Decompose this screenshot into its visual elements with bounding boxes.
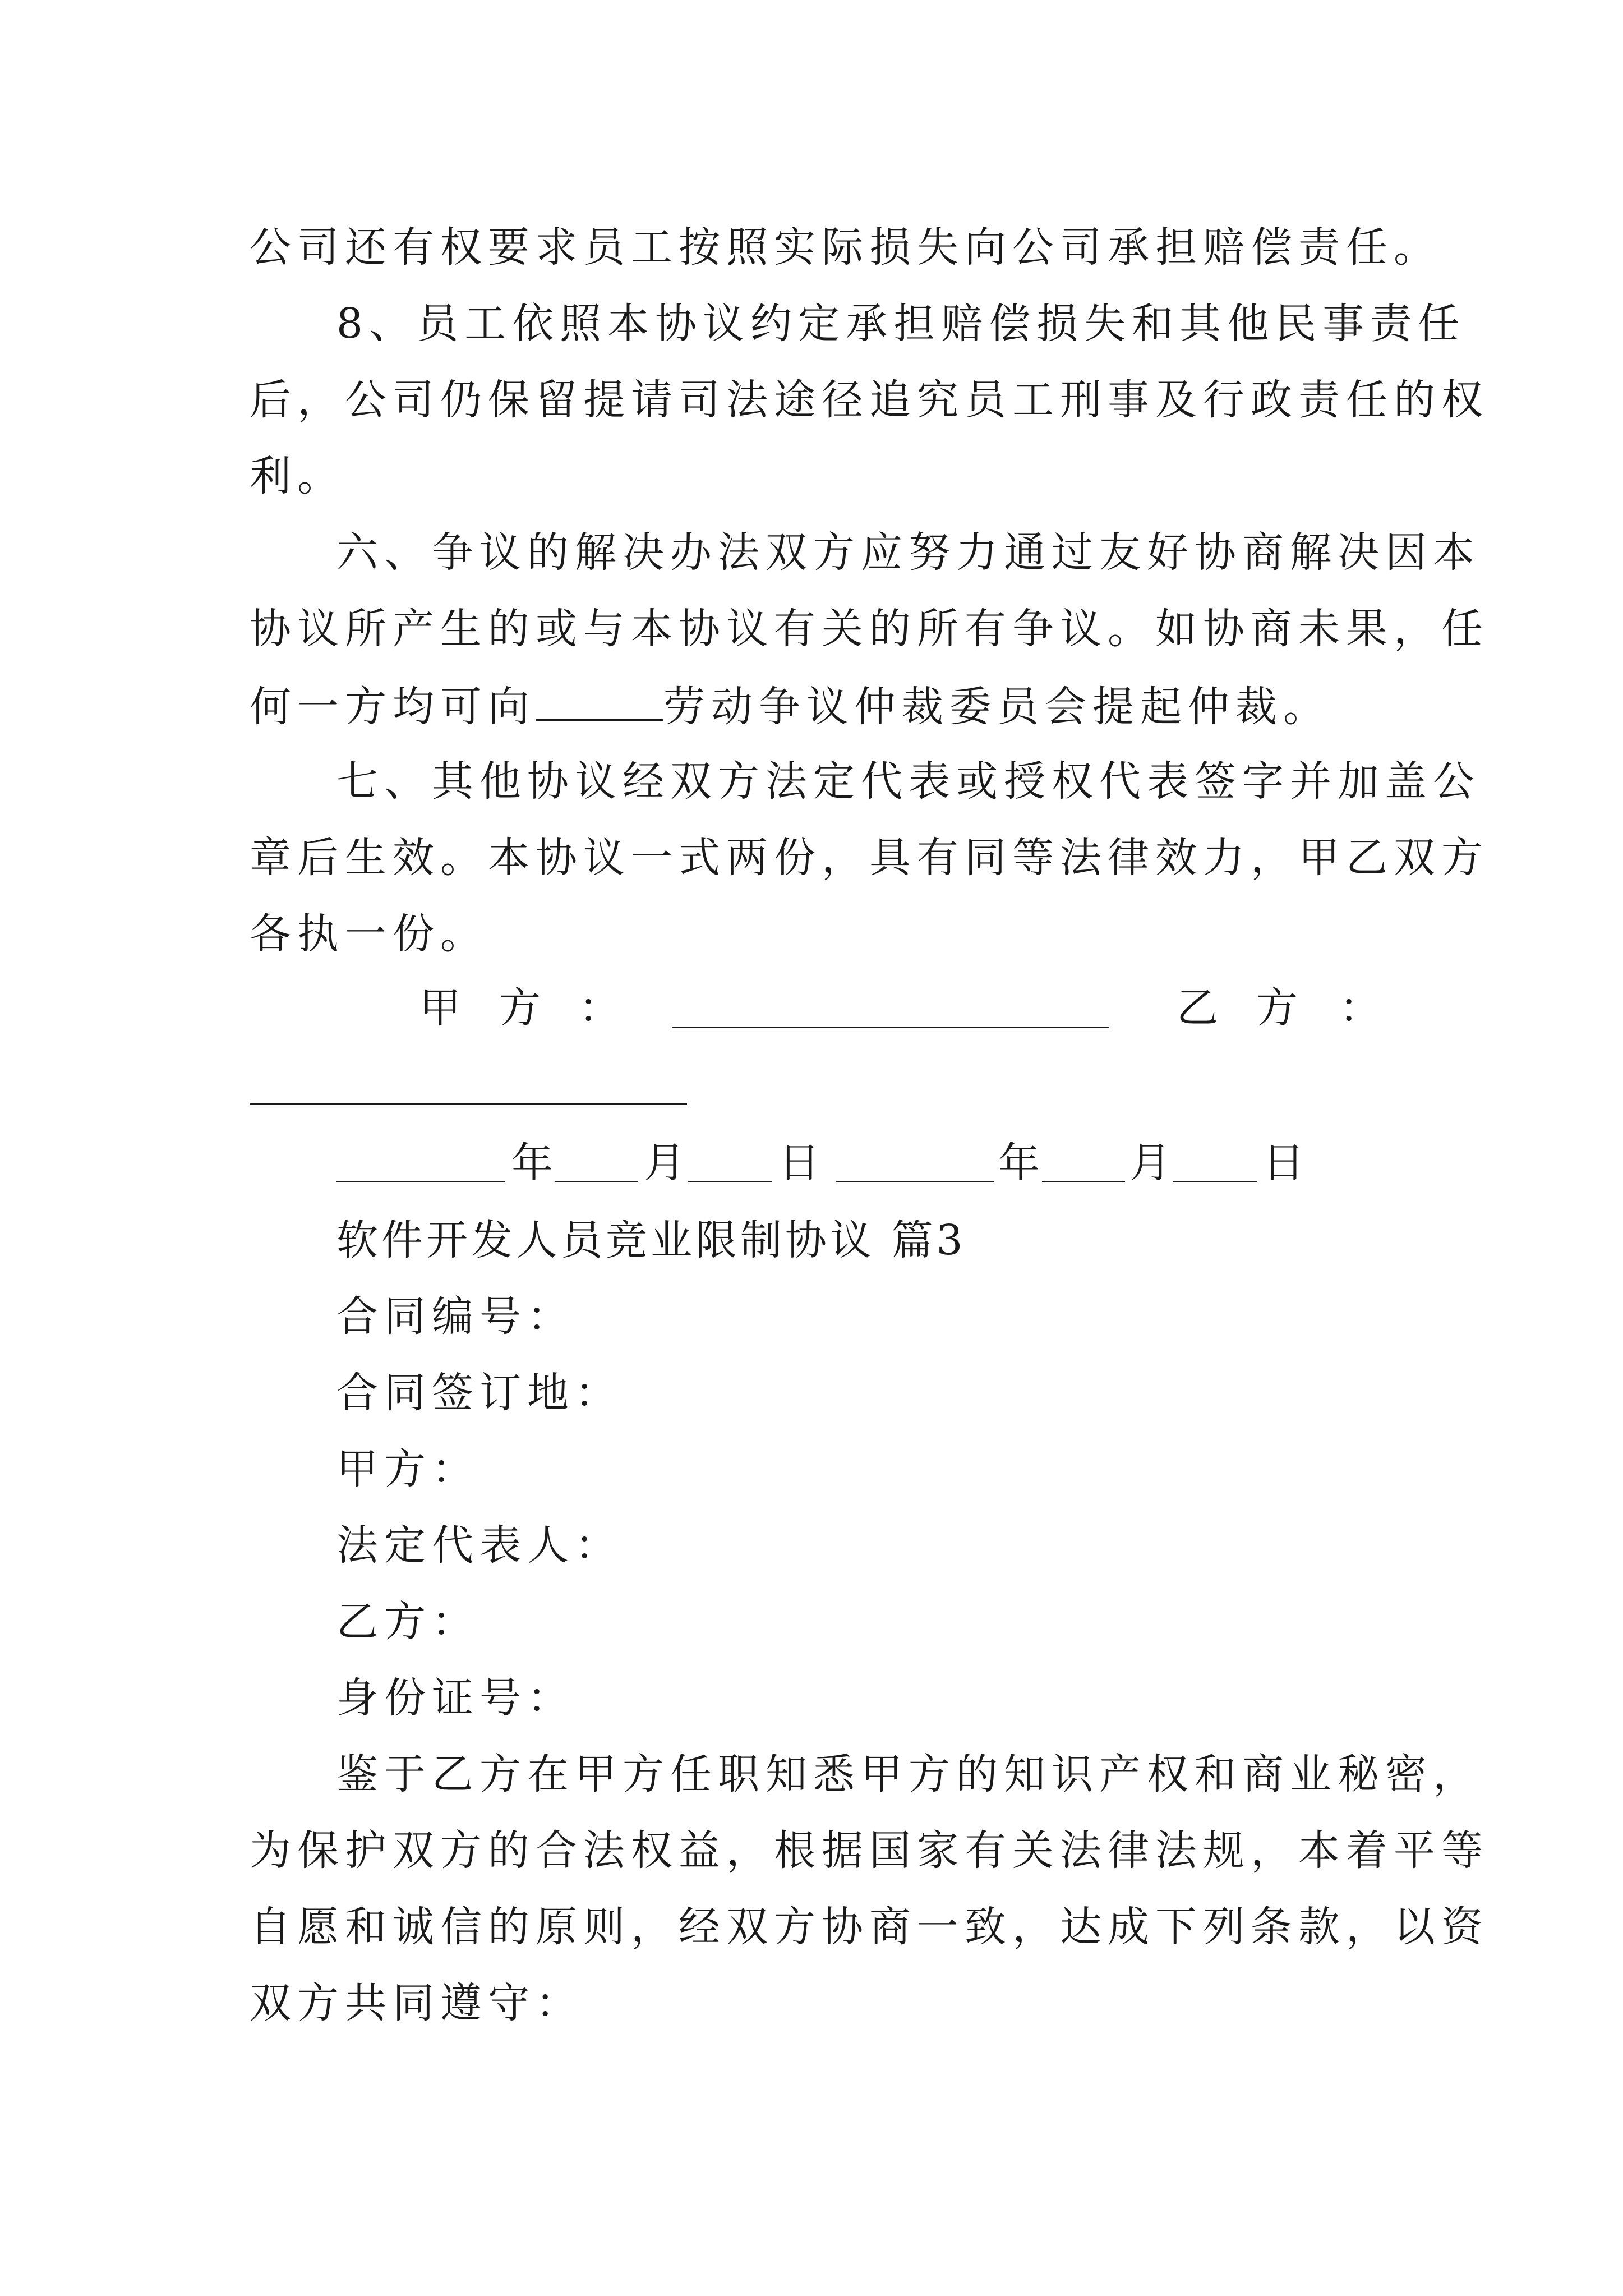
paragraph-line: 七、其他协议经双方法定代表或授权代表签字并加盖公 bbox=[336, 757, 1481, 806]
year-blank-b bbox=[836, 1181, 994, 1182]
month-blank-a bbox=[555, 1181, 638, 1182]
paragraph-line: 自愿和诚信的原则，经双方协商一致，达成下列条款，以资 bbox=[250, 1903, 1489, 1951]
month-label: 月 bbox=[1129, 1139, 1171, 1187]
arbitration-line bbox=[250, 683, 1331, 731]
arbitration-blank bbox=[536, 684, 663, 721]
day-label: 日 bbox=[1263, 1139, 1304, 1187]
party-b-char: 方 bbox=[1256, 984, 1298, 1032]
field-label: 甲方： bbox=[336, 1445, 479, 1493]
party-a-colon: ： bbox=[579, 984, 620, 1032]
paragraph-line: 双方共同遵守： bbox=[250, 1979, 583, 2027]
day-label: 日 bbox=[778, 1139, 820, 1187]
paragraph-line: 各执一份。 bbox=[250, 910, 488, 958]
paragraph-line: 后，公司仍保留提请司法途径追究员工刑事及行政责任的权 bbox=[250, 376, 1489, 424]
field-label: 身份证号： bbox=[336, 1674, 575, 1722]
paragraph-line: 为保护双方的合法权益，根据国家有关法律法规，本着平等 bbox=[250, 1826, 1489, 1875]
field-label: 合同签订地： bbox=[336, 1369, 623, 1417]
year-blank-a bbox=[336, 1181, 505, 1182]
year-label: 年 bbox=[511, 1139, 553, 1187]
field-label: 法定代表人： bbox=[336, 1521, 623, 1570]
party-b-colon: ： bbox=[1339, 984, 1381, 1032]
month-blank-b bbox=[1042, 1181, 1125, 1182]
paragraph-line: 公司还有权要求员工按照实际损失向公司承担赔偿责任。 bbox=[250, 223, 1441, 272]
party-b-signature-line bbox=[250, 1103, 687, 1105]
paragraph-line: 协议所产生的或与本协议有关的所有争议。如协商未果，任 bbox=[250, 605, 1489, 653]
arbitration-text-after: 劳动争议仲裁委员会提起仲裁。 bbox=[663, 683, 1331, 731]
field-label: 乙方： bbox=[336, 1598, 479, 1646]
party-b-char: 乙 bbox=[1177, 984, 1218, 1032]
arbitration-text-before: 何一方均可向 bbox=[250, 683, 536, 731]
month-label: 月 bbox=[644, 1139, 685, 1187]
day-blank-a bbox=[688, 1181, 772, 1182]
day-blank-b bbox=[1173, 1181, 1257, 1182]
section-title: 软件开发人员竞业限制协议 篇3 bbox=[336, 1216, 966, 1264]
party-a-char: 甲 bbox=[419, 984, 461, 1032]
paragraph-line: 鉴于乙方在甲方任职知悉甲方的知识产权和商业秘密， bbox=[336, 1750, 1481, 1798]
paragraph-line: 8、员工依照本协议约定承担赔偿损失和其他民事责任 bbox=[336, 300, 1466, 348]
paragraph-line: 章后生效。本协议一式两份，具有同等法律效力，甲乙双方 bbox=[250, 834, 1489, 882]
party-a-signature-line bbox=[672, 1027, 1109, 1028]
year-label: 年 bbox=[998, 1139, 1040, 1187]
paragraph-line: 六、争议的解决办法双方应努力通过友好协商解决因本 bbox=[336, 528, 1481, 577]
field-label: 合同编号： bbox=[336, 1292, 575, 1341]
party-a-char: 方 bbox=[499, 984, 541, 1032]
paragraph-line: 利。 bbox=[250, 452, 345, 500]
